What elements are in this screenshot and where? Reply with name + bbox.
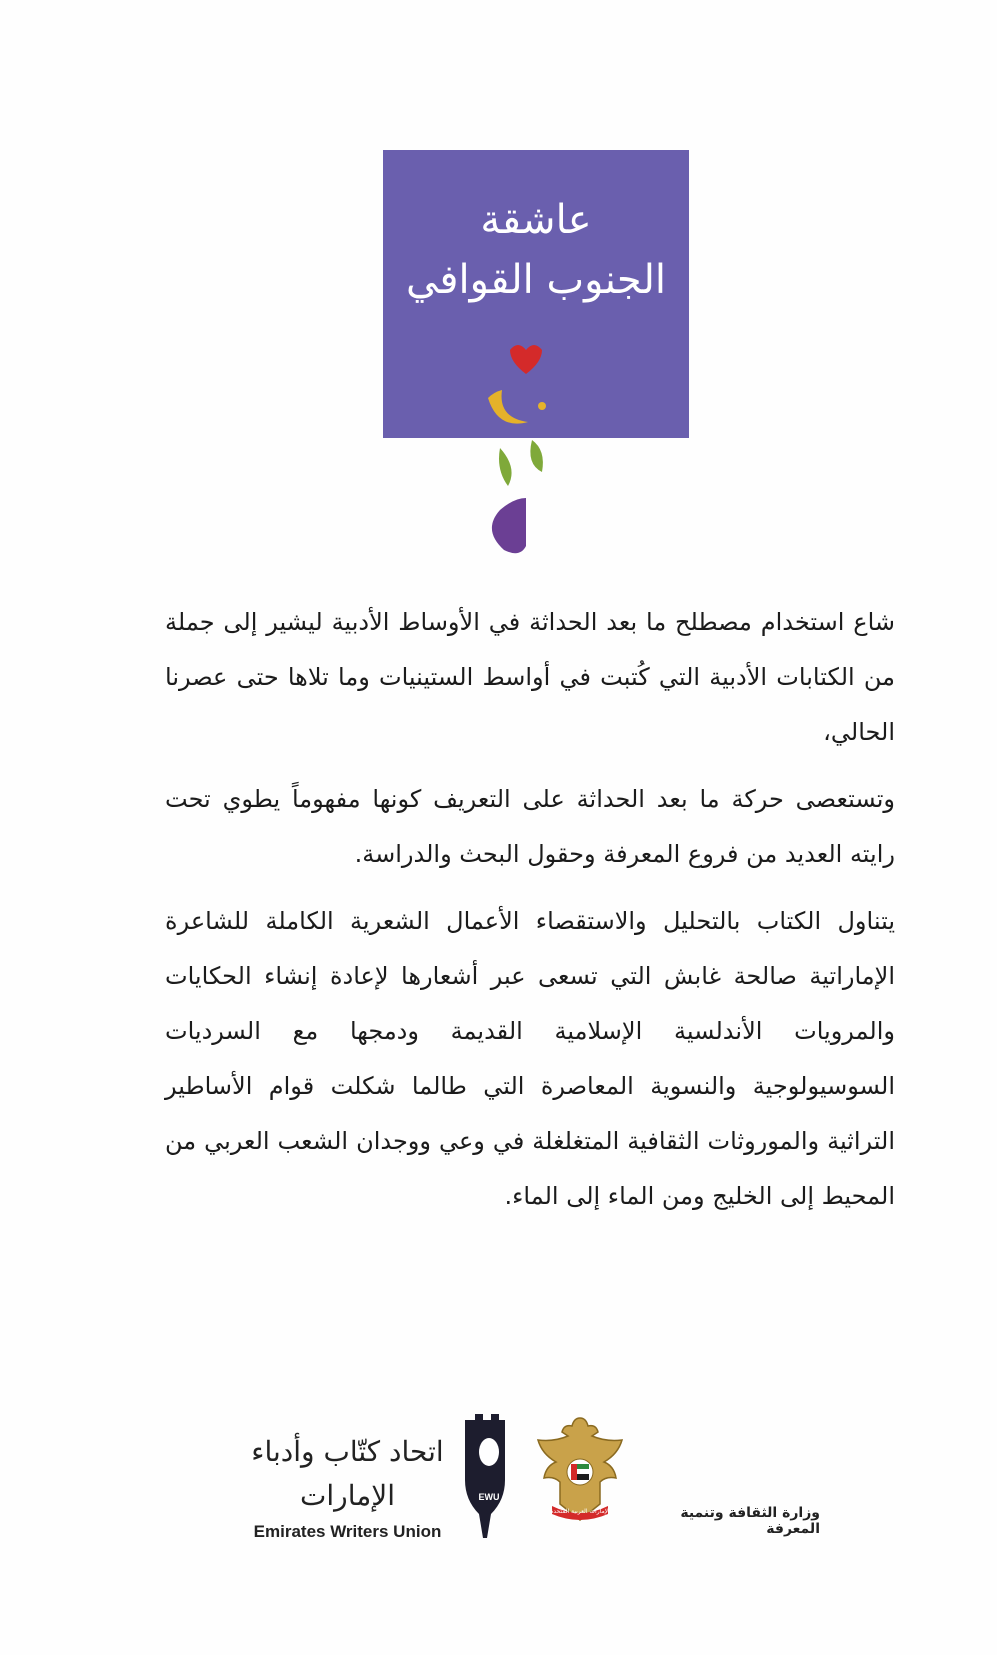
ewu-arabic-name: اتحاد كتّاب وأدباء الإمارات (251, 1435, 444, 1512)
yellow-crescent-shape (488, 390, 528, 424)
emblem-title (383, 190, 689, 310)
decorative-shapes-icon (470, 330, 590, 570)
green-leaf-right (530, 440, 543, 472)
emblem-title-line1: عاشقة (480, 197, 592, 243)
eagle-ribbon-text: الإمارات العربية المتحدة (550, 1508, 610, 1515)
uae-eagle-emblem-icon (530, 1410, 630, 1525)
blurb-text (165, 595, 895, 1236)
ewu-english-name: Emirates Writers Union (253, 1522, 442, 1541)
purple-base-shape (492, 498, 526, 553)
ewu-badge-text: EWU (478, 1492, 500, 1502)
small-dot-shape (538, 402, 546, 410)
ewu-pen-icon (455, 1410, 520, 1550)
red-heart-shape (510, 345, 542, 374)
blurb-paragraph-2: وتستعصى حركة ما بعد الحداثة على التعريف كونها مفهوماً يطوي تحت رايته العديد من فروع المعرفة وحقول البحث والدراسة. (165, 785, 895, 868)
green-leaf-left (499, 448, 512, 486)
blurb-paragraph-1: شاع استخدام مصطلح ما بعد الحداثة في الأوساط الأدبية ليشير إلى جملة من الكتابات الأدبية التي كُتبت في أواسط الستينيات وما تلاها حتى عصرنا الحالي، (165, 608, 895, 746)
ewu-logo-text (240, 1430, 455, 1542)
blurb-paragraph-3: يتناول الكتاب بالتحليل والاستقصاء الأعمال الشعرية الكاملة للشاعرة الإماراتية صالحة غابش التي تسعى عبر أشعارها لإعادة إنشاء الحكايات والمرويات الأندلسية الإسلامية القديمة ودمجها مع السرديات السوسيولوجية والنسوية المعاصرة التي طالما شكلت قوام الأساطير التراثية والموروثات الثقافية المتغلغلة في وعي ووجدان الشعب العربي من المحيط إلى الخليج ومن الماء إلى الماء. (165, 907, 895, 1210)
ministry-name: وزارة الثقافة وتنمية المعرفة (680, 1505, 820, 1537)
emblem-title-line2: الجنوب القوافي (406, 257, 666, 303)
